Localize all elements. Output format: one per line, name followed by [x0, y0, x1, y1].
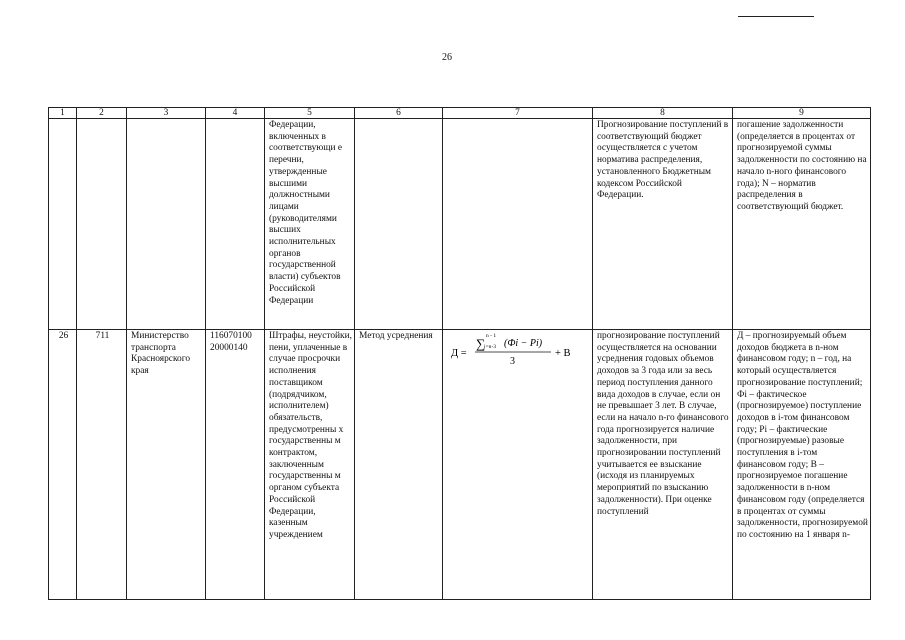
column-number: 2 [77, 108, 127, 119]
formula-denominator: 3 [509, 356, 515, 367]
revenue-name-cell: Штрафы, неустойки, пени, уплаченные в случае просрочки исполнения поставщиком (подрядчиком, исполнителем) обязательств, предусмотренны х государственны м контрактом, заключенным государственны м органом субъекта Российской Федерации, казенным учреждением [265, 330, 355, 600]
page-number: 26 [442, 52, 452, 63]
formula-cell [443, 330, 593, 600]
table-cell [206, 119, 265, 330]
administrator-name-cell: Министерство транспорта Красноярского края [127, 330, 206, 600]
admin-code-cell: 711 [77, 330, 127, 600]
column-number: 1 [49, 108, 77, 119]
sum-upper-limit: n - 1 [485, 333, 496, 339]
column-number: 5 [265, 108, 355, 119]
column-number: 8 [593, 108, 733, 119]
column-number: 3 [127, 108, 206, 119]
column-number: 9 [733, 108, 871, 119]
table-cell [77, 119, 127, 330]
table-cell [127, 119, 206, 330]
top-rule [738, 16, 814, 17]
sum-lower-limit: i=n-3 [483, 344, 496, 350]
forecast-description-cell: прогнозирование поступлений осуществляется на основании усреднения годовых объемов доходов за 3 года или за весь период поступления данного вида доходов в случае, если он не превышает 3 лет. В случае, если на начало n-го финансового года прогнозируется наличие задолженности, при прогнозировании поступлений учитывается ее взыскание (исходя из планируемых мероприятий по взысканию задолженности). При оценке поступлений [593, 330, 733, 600]
revenue-name-cell: Федерации, включенных в соответствующи е перечни, утвержденные высшими должностными лицами (руководителями высших исполнительных органов государственной власти) субъектов Российской Федерации [265, 119, 355, 330]
column-number: 6 [355, 108, 443, 119]
method-cell: Метод усреднения [355, 330, 443, 600]
variables-description-cell: погашение задолженности (определяется в процентах от прогнозируемой суммы задолженности по состоянию на начало n-ного финансового года); N – норматив распределения в соответствующий бюджет. [733, 119, 871, 330]
column-number-row [49, 108, 871, 119]
column-number: 4 [206, 108, 265, 119]
table-cell [443, 119, 593, 330]
forecast-formula [449, 331, 589, 375]
table-row-continued [49, 119, 871, 330]
budget-classification-code-cell: 116070100 20000140 [206, 330, 265, 600]
table-cell [355, 119, 443, 330]
table-cell [49, 119, 77, 330]
formula-lhs: Д = [450, 348, 467, 359]
formula-numerator: (Фi − Pi) [503, 338, 542, 349]
sigma-symbol: ∑ [475, 336, 485, 351]
row-number-cell: 26 [49, 330, 77, 600]
column-number: 7 [443, 108, 593, 119]
table-row-26 [49, 330, 871, 600]
formula-tail: + В [554, 348, 571, 359]
forecast-description-cell: Прогнозирование поступлений в соответствующий бюджет осуществляется с учетом норматива распределения, установленного Бюджетным кодексом Российской Федерации. [593, 119, 733, 330]
revenue-forecast-table [48, 107, 871, 600]
variables-description-cell: Д – прогнозируемый объем доходов бюджета в n-ном финансовом году; n – год, на который осуществляется прогнозирование поступлений; Фi – фактическое (прогнозируемое) поступление доходов в i-том финансовом году; Pi – фактические (прогнозируемые) разовые поступления в i-том финансовом году; В – прогнозируемое погашение задолженности в n-ном финансовом году (определяется в процентах от суммы задолженности, прогнозируемой по состоянию на 1 января n- [733, 330, 871, 600]
